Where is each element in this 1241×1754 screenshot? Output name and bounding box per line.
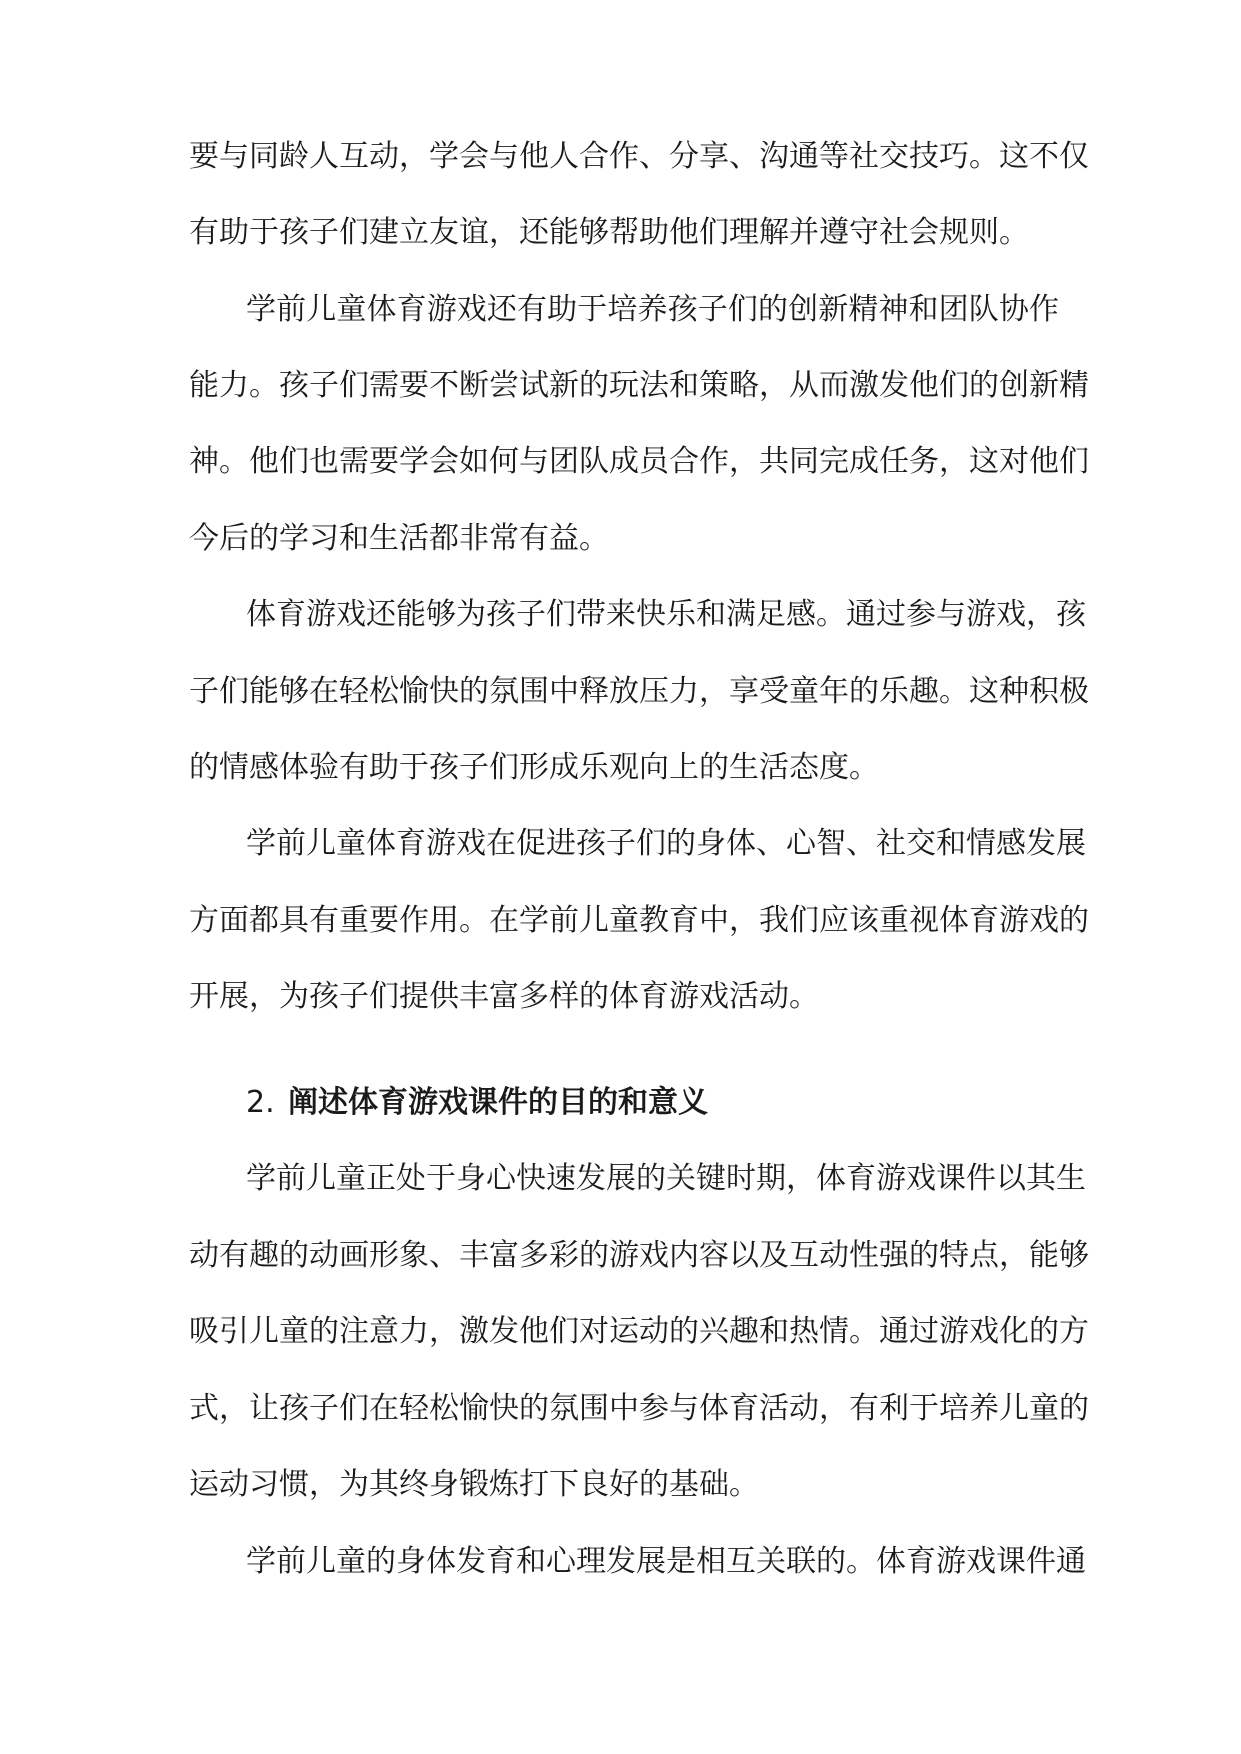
- paragraph-line: 能力。孩子们需要不断尝试新的玩法和策略，从而激发他们的创新精: [189, 368, 1089, 403]
- paragraph-line: 体育游戏还能够为孩子们带来快乐和满足感。通过参与游戏，孩: [246, 597, 1086, 632]
- paragraph-line: 开展，为孩子们提供丰富多样的体育游戏活动。: [189, 979, 819, 1014]
- paragraph-line: 神。他们也需要学会如何与团队成员合作，共同完成任务，这对他们: [189, 444, 1089, 479]
- paragraph-line: 学前儿童体育游戏还有助于培养孩子们的创新精神和团队协作: [246, 292, 1059, 327]
- paragraph-line: 学前儿童正处于身心快速发展的关键时期，体育游戏课件以其生: [246, 1161, 1086, 1196]
- paragraph-line: 学前儿童的身体发育和心理发展是相互关联的。体育游戏课件通: [246, 1544, 1086, 1579]
- paragraph-line: 式，让孩子们在轻松愉快的氛围中参与体育活动，有利于培养儿童的: [189, 1391, 1089, 1426]
- paragraph-line: 方面都具有重要作用。在学前儿童教育中，我们应该重视体育游戏的: [189, 903, 1089, 938]
- paragraph-line: 要与同龄人互动，学会与他人合作、分享、沟通等社交技巧。这不仅: [189, 139, 1089, 174]
- paragraph-line: 有助于孩子们建立友谊，还能够帮助他们理解并遵守社会规则。: [189, 215, 1029, 250]
- paragraph-line: 今后的学习和生活都非常有益。: [189, 521, 609, 556]
- paragraph-line: 吸引儿童的注意力，激发他们对运动的兴趣和热情。通过游戏化的方: [189, 1314, 1089, 1349]
- section-heading: [246, 1083, 708, 1123]
- paragraph-line: 的情感体验有助于孩子们形成乐观向上的生活态度。: [189, 750, 879, 785]
- section-title: 阐述体育游戏课件的目的和意义: [288, 1085, 708, 1120]
- section-number: 2.: [246, 1085, 275, 1120]
- paragraph-line: 子们能够在轻松愉快的氛围中释放压力，享受童年的乐趣。这种积极: [189, 674, 1089, 709]
- paragraph-line: 运动习惯，为其终身锻炼打下良好的基础。: [189, 1467, 759, 1502]
- paragraph-line: 学前儿童体育游戏在促进孩子们的身体、心智、社交和情感发展: [246, 826, 1086, 861]
- paragraph-line: 动有趣的动画形象、丰富多彩的游戏内容以及互动性强的特点，能够: [189, 1238, 1089, 1273]
